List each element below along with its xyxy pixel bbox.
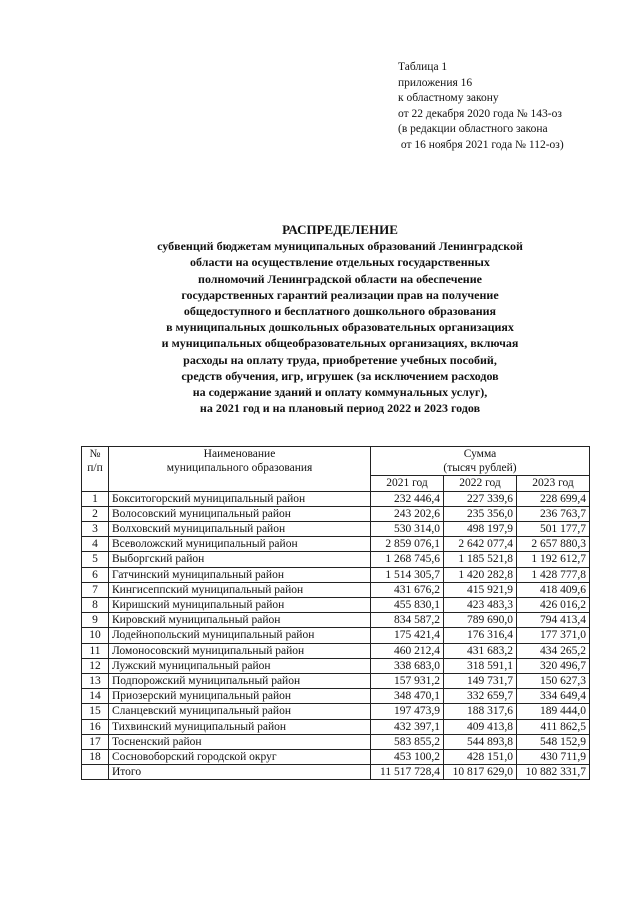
row-value-2023: 236 763,7 (517, 506, 590, 521)
reference-line: (в редакции областного закона (398, 123, 548, 136)
row-value-2021: 431 676,2 (371, 582, 444, 597)
header-name-line1: Наименование (203, 448, 276, 460)
header-year-2021: 2021 год (371, 476, 444, 491)
table-total-row (82, 765, 590, 780)
total-number (82, 765, 109, 780)
row-value-2022: 423 483,3 (444, 598, 517, 613)
row-municipality-name: Волховский муниципальный район (109, 522, 371, 537)
row-value-2023: 794 413,4 (517, 613, 590, 628)
total-2023: 10 882 331,7 (517, 765, 590, 780)
row-value-2022: 431 683,2 (444, 643, 517, 658)
row-value-2023: 1 192 612,7 (517, 552, 590, 567)
header-name (109, 447, 371, 492)
header-number (82, 447, 109, 492)
row-value-2022: 409 413,8 (444, 719, 517, 734)
table-row (82, 506, 590, 521)
row-value-2021: 338 683,0 (371, 658, 444, 673)
row-value-2022: 789 690,0 (444, 613, 517, 628)
row-value-2023: 177 371,0 (517, 628, 590, 643)
table-row (82, 582, 590, 597)
title-line: на 2021 год и на плановый период 2022 и 2023 годов (199, 401, 481, 416)
document-title (90, 222, 590, 416)
header-number-line2: п/п (87, 462, 103, 475)
total-2021: 11 517 728,4 (371, 765, 444, 780)
row-number: 2 (82, 506, 109, 521)
table-footer (82, 765, 590, 780)
row-number: 5 (82, 552, 109, 567)
row-number: 7 (82, 582, 109, 597)
row-value-2021: 157 931,2 (371, 674, 444, 689)
row-value-2023: 189 444,0 (517, 704, 590, 719)
row-value-2023: 334 649,4 (517, 689, 590, 704)
title-line: субвенций бюджетам муниципальных образований Ленинградской (157, 239, 523, 254)
row-value-2022: 318 591,1 (444, 658, 517, 673)
row-value-2021: 197 473,9 (371, 704, 444, 719)
row-value-2022: 149 731,7 (444, 674, 517, 689)
row-municipality-name: Кировский муниципальный район (109, 613, 371, 628)
header-year-2022: 2022 год (444, 476, 517, 491)
row-value-2023: 548 152,9 (517, 734, 590, 749)
row-value-2023: 2 657 880,3 (517, 537, 590, 552)
row-value-2022: 415 921,9 (444, 582, 517, 597)
row-value-2021: 1 514 305,7 (371, 567, 444, 582)
row-value-2022: 235 356,0 (444, 506, 517, 521)
table-row (82, 537, 590, 552)
title-line: полномочий Ленинградской области на обеспечение (198, 271, 482, 286)
header-number-line1: № (89, 448, 101, 460)
table-row (82, 704, 590, 719)
row-number: 14 (82, 689, 109, 704)
row-value-2022: 332 659,7 (444, 689, 517, 704)
row-value-2023: 418 409,6 (517, 582, 590, 597)
row-municipality-name: Выборгский район (109, 552, 371, 567)
row-value-2021: 432 397,1 (371, 719, 444, 734)
reference-line: от 16 ноября 2021 года № 112-оз) (398, 138, 564, 151)
row-municipality-name: Киришский муниципальный район (109, 598, 371, 613)
row-value-2021: 232 446,4 (371, 491, 444, 506)
row-value-2022: 176 316,4 (444, 628, 517, 643)
row-value-2023: 434 265,2 (517, 643, 590, 658)
row-municipality-name: Подпорожский муниципальный район (109, 674, 371, 689)
row-municipality-name: Всеволожский муниципальный район (109, 537, 371, 552)
reference-line: приложения 16 (398, 76, 473, 89)
title-line: общедоступного и бесплатного дошкольного образования (183, 304, 497, 319)
table-row (82, 674, 590, 689)
row-value-2021: 460 212,4 (371, 643, 444, 658)
table-row (82, 628, 590, 643)
row-number: 1 (82, 491, 109, 506)
title-line: государственных гарантий реализации прав на получение (181, 287, 499, 302)
row-number: 13 (82, 674, 109, 689)
row-value-2021: 583 855,2 (371, 734, 444, 749)
table-row (82, 598, 590, 613)
row-value-2021: 834 587,2 (371, 613, 444, 628)
row-value-2021: 1 268 745,6 (371, 552, 444, 567)
row-municipality-name: Приозерский муниципальный район (109, 689, 371, 704)
title-main: РАСПРЕДЕЛЕНИЕ (282, 222, 398, 237)
header-sum-line2: (тысяч рублей) (443, 462, 517, 475)
row-value-2022: 498 197,9 (444, 522, 517, 537)
table-reference-note (398, 60, 564, 154)
header-sum (371, 447, 590, 476)
row-value-2021: 455 830,1 (371, 598, 444, 613)
row-value-2023: 1 428 777,8 (517, 567, 590, 582)
row-number: 3 (82, 522, 109, 537)
table-row (82, 552, 590, 567)
row-value-2023: 150 627,3 (517, 674, 590, 689)
table-row (82, 491, 590, 506)
row-value-2022: 1 420 282,8 (444, 567, 517, 582)
row-value-2022: 227 339,6 (444, 491, 517, 506)
title-line: и муниципальных общеобразовательных организациях, включая (161, 336, 519, 351)
header-sum-line1: Сумма (463, 448, 497, 460)
row-value-2022: 2 642 077,4 (444, 537, 517, 552)
row-value-2022: 1 185 521,8 (444, 552, 517, 567)
row-municipality-name: Сосновоборский городской округ (109, 750, 371, 765)
table-body (82, 491, 590, 765)
table-row (82, 567, 590, 582)
row-value-2023: 430 711,9 (517, 750, 590, 765)
row-value-2022: 428 151,0 (444, 750, 517, 765)
total-label: Итого (109, 765, 371, 780)
row-value-2022: 544 893,8 (444, 734, 517, 749)
row-value-2021: 348 470,1 (371, 689, 444, 704)
title-line: средств обучения, игр, игрушек (за исключением расходов (181, 368, 499, 383)
table-row (82, 643, 590, 658)
row-value-2023: 320 496,7 (517, 658, 590, 673)
row-number: 18 (82, 750, 109, 765)
row-number: 16 (82, 719, 109, 734)
row-number: 6 (82, 567, 109, 582)
reference-line: Таблица 1 (398, 61, 448, 73)
row-value-2021: 530 314,0 (371, 522, 444, 537)
table-row (82, 750, 590, 765)
distribution-table (81, 446, 590, 780)
row-municipality-name: Тихвинский муниципальный район (109, 719, 371, 734)
row-municipality-name: Тосненский район (109, 734, 371, 749)
row-number: 4 (82, 537, 109, 552)
row-value-2021: 2 859 076,1 (371, 537, 444, 552)
header-name-line2: муниципального образования (166, 462, 313, 475)
row-number: 12 (82, 658, 109, 673)
row-municipality-name: Лодейнопольский муниципальный район (109, 628, 371, 643)
title-line: расходы на оплату труда, приобретение учебных пособий, (183, 352, 497, 367)
title-line: на содержание зданий и оплату коммунальных услуг), (192, 385, 488, 400)
header-year-2023: 2023 год (517, 476, 590, 491)
row-municipality-name: Сланцевский муниципальный район (109, 704, 371, 719)
row-value-2023: 228 699,4 (517, 491, 590, 506)
row-value-2021: 175 421,4 (371, 628, 444, 643)
table-row (82, 522, 590, 537)
table-row (82, 658, 590, 673)
title-line: в муниципальных дошкольных образовательных организациях (166, 320, 514, 335)
row-number: 15 (82, 704, 109, 719)
row-value-2023: 501 177,7 (517, 522, 590, 537)
row-value-2021: 453 100,2 (371, 750, 444, 765)
total-2022: 10 817 629,0 (444, 765, 517, 780)
row-value-2021: 243 202,6 (371, 506, 444, 521)
reference-line: от 22 декабря 2020 года № 143-оз (398, 107, 562, 120)
row-number: 9 (82, 613, 109, 628)
table-row (82, 613, 590, 628)
row-municipality-name: Лужский муниципальный район (109, 658, 371, 673)
row-number: 11 (82, 643, 109, 658)
title-line: области на осуществление отдельных государственных (190, 255, 490, 270)
row-municipality-name: Гатчинский муниципальный район (109, 567, 371, 582)
table-row (82, 734, 590, 749)
table-header (82, 447, 590, 492)
row-value-2023: 426 016,2 (517, 598, 590, 613)
table-row (82, 719, 590, 734)
row-number: 8 (82, 598, 109, 613)
reference-line: к областному закону (398, 92, 499, 105)
row-number: 10 (82, 628, 109, 643)
row-number: 17 (82, 734, 109, 749)
table-row (82, 689, 590, 704)
row-value-2023: 411 862,5 (517, 719, 590, 734)
row-value-2022: 188 317,6 (444, 704, 517, 719)
row-municipality-name: Ломоносовский муниципальный район (109, 643, 371, 658)
row-municipality-name: Кингисеппский муниципальный район (109, 582, 371, 597)
row-municipality-name: Волосовский муниципальный район (109, 506, 371, 521)
row-municipality-name: Бокситогорский муниципальный район (109, 491, 371, 506)
